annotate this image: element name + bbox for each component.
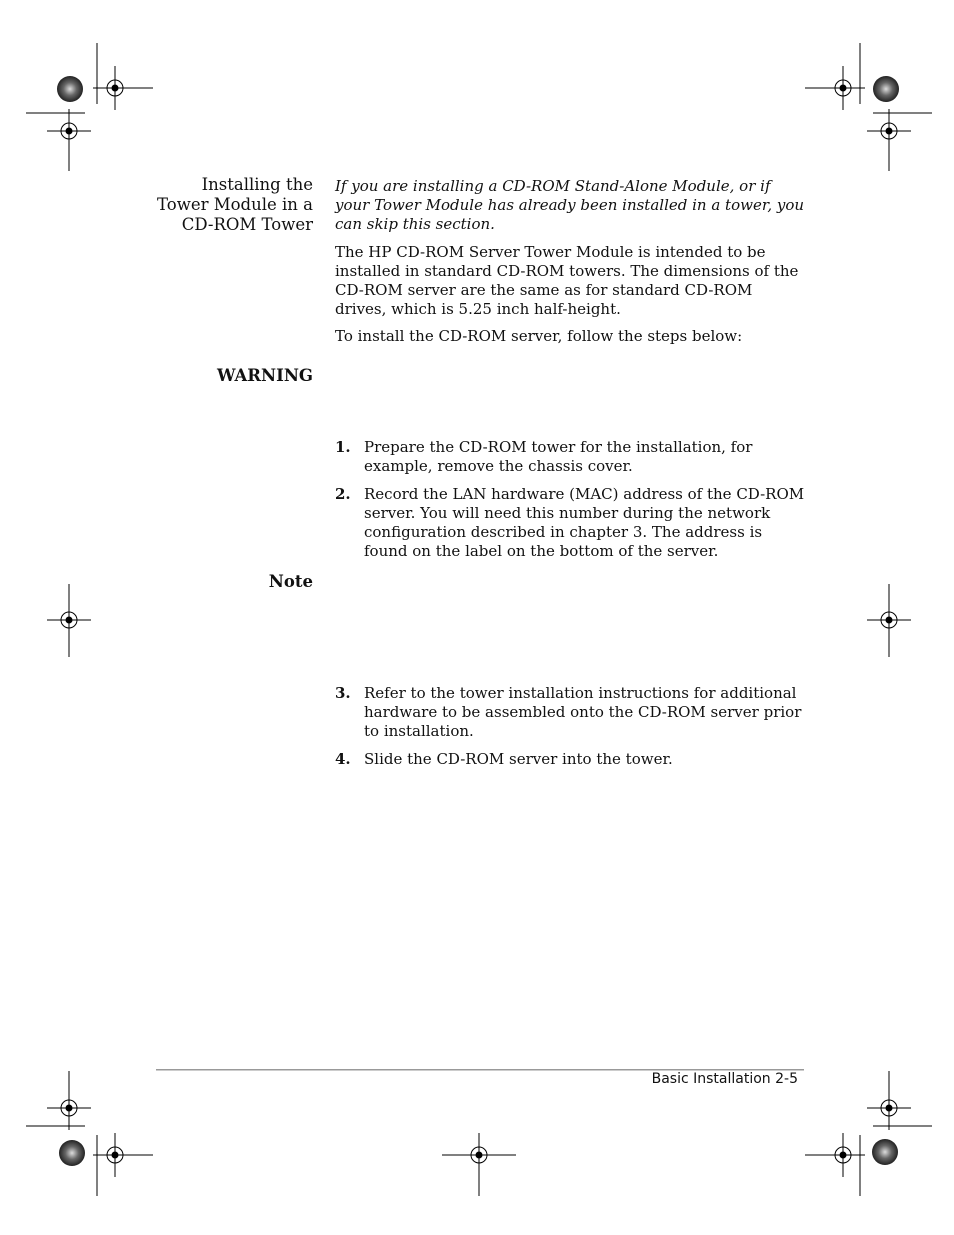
- registration-crosshair-icon: [47, 598, 91, 642]
- step-number: 4.: [335, 750, 351, 768]
- intro-note-text: If you are installing a CD-ROM Stand-Alone Module, or if your Tower Module has already been installed in a tower, you can skip this section.: [335, 177, 805, 233]
- list-item: [335, 750, 805, 769]
- paragraph-1-text: The HP CD-ROM Server Tower Module is intended to be installed in standard CD-ROM towers. The dimensions of the CD-ROM server are the same as for standard CD-ROM drives, which is 5.25 inch half-height.: [335, 243, 799, 318]
- step-text: Slide the CD-ROM server into the tower.: [364, 750, 673, 768]
- warning-label: WARNING: [217, 366, 313, 385]
- registration-crosshair-icon: [821, 66, 865, 110]
- registration-crosshair-icon: [93, 66, 137, 110]
- star-target-icon: [59, 1140, 85, 1166]
- list-item: [335, 684, 805, 741]
- registration-crosshair-icon: [47, 109, 91, 153]
- paragraph-2: [335, 327, 805, 346]
- paragraph-1: [335, 243, 805, 319]
- note-label: Note: [268, 572, 313, 591]
- star-target-icon: [873, 76, 899, 102]
- section-heading-line: Installing the: [201, 175, 313, 194]
- star-target-icon: [872, 1139, 898, 1165]
- step-number: 3.: [335, 684, 351, 702]
- registration-crosshair-icon: [867, 1086, 911, 1130]
- star-target-icon: [57, 76, 83, 102]
- list-item: [335, 438, 805, 476]
- registration-crosshair-icon: [47, 1086, 91, 1130]
- section-heading-line: Tower Module in a: [157, 195, 313, 214]
- section-heading: [143, 175, 313, 235]
- registration-crosshair-icon: [93, 1133, 137, 1177]
- intro-note: [335, 177, 805, 234]
- paragraph-2-text: To install the CD-ROM server, follow the steps below:: [335, 327, 743, 345]
- page-footer: Basic Installation 2-5: [651, 1071, 798, 1087]
- registration-crosshair-icon: [867, 598, 911, 642]
- section-heading-line: CD-ROM Tower: [181, 215, 313, 234]
- registration-crosshair-icon: [457, 1133, 501, 1177]
- step-text: Prepare the CD-ROM tower for the installation, for example, remove the chassis cover.: [364, 438, 753, 475]
- step-number: 1.: [335, 438, 351, 456]
- step-number: 2.: [335, 485, 351, 503]
- registration-crosshair-icon: [821, 1133, 865, 1177]
- step-text: Record the LAN hardware (MAC) address of the CD-ROM server. You will need this number during the network configuration described in chapter 3. The address is found on the label on the bottom of the server.: [364, 485, 805, 560]
- list-item: [335, 485, 805, 561]
- registration-crosshair-icon: [867, 109, 911, 153]
- step-text: Refer to the tower installation instructions for additional hardware to be assembled onto the CD-ROM server prior to installation.: [364, 684, 802, 740]
